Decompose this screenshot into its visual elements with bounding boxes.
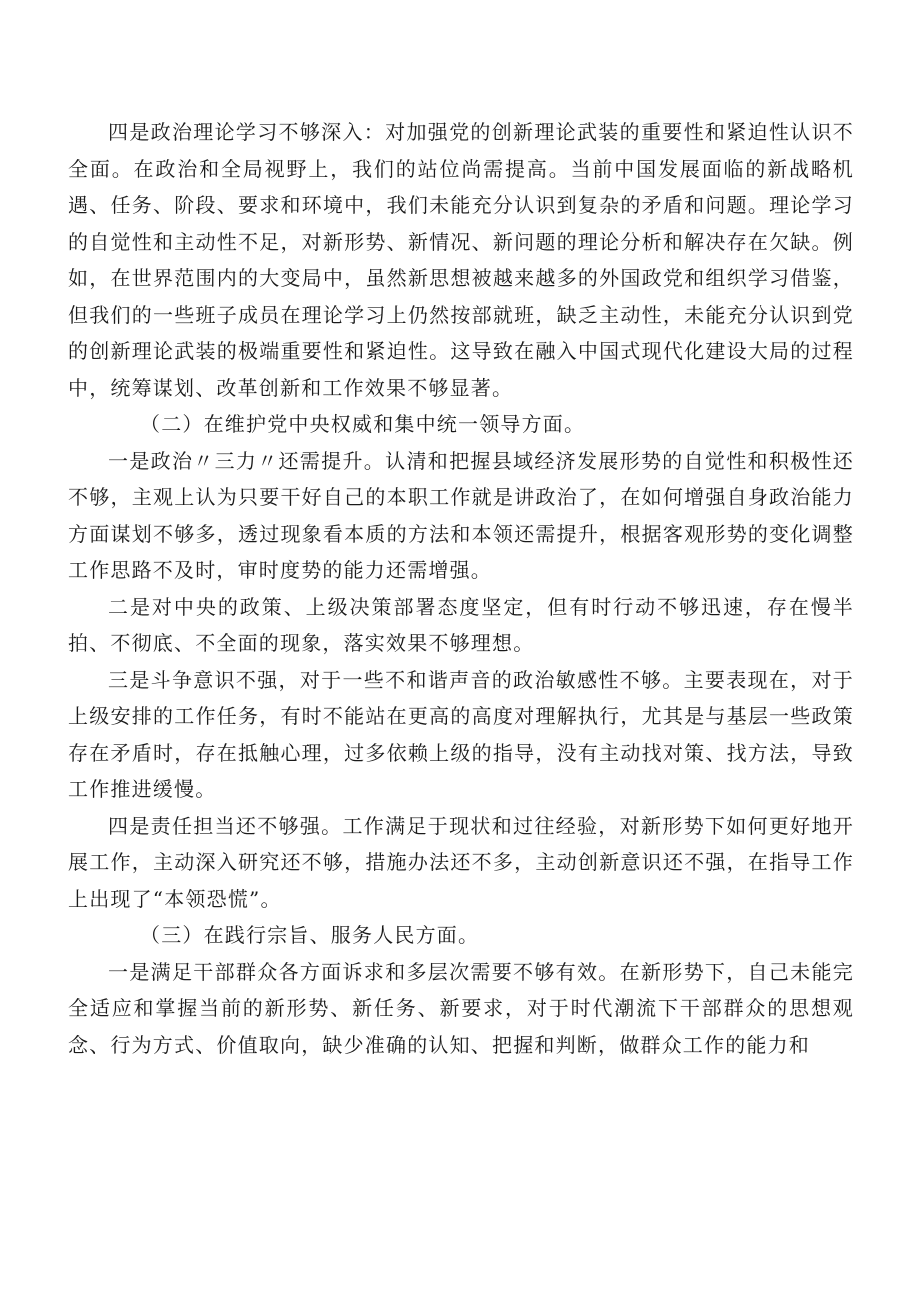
paragraph-responsibility: 四是责任担当还不够强。工作满足于现状和过往经验，对新形势下如何更好地开展工作，主动深入研究还不够，措施办法还不多，主动创新意识还不强，在指导工作上出现了“本领恐慌”。 bbox=[68, 813, 854, 911]
paragraph-political-ability: 一是政治〃三力〃还需提升。认清和把握县域经济发展形势的自觉性和积极性还不够，主观上认为只要干好自己的本职工作就是讲政治了，在如何增强自身政治能力方面谋划不够多，透过现象看本质的方法和本领还需提升，根据客观形势的变化调整工作思路不及时，审时度势的能力还需增强。 bbox=[68, 448, 854, 582]
section-heading-3: （三）在践行宗旨、服务人民方面。 bbox=[140, 923, 480, 947]
paragraph-struggle-awareness: 三是斗争意识不强，对于一些不和谐声音的政治敏感性不够。主要表现在，对于上级安排的工作任务，有时不能站在更高的高度对理解执行，尤其是与基层一些政策存在矛盾时，存在抵触心理，过多依赖上级的指导，没有主动找对策、找方法，导致工作推进缓慢。 bbox=[68, 667, 854, 801]
section-heading-2: （二）在维护党中央权威和集中统一领导方面。 bbox=[140, 412, 586, 436]
document-body bbox=[68, 114, 854, 1063]
paragraph-policy-implementation: 二是对中央的政策、上级决策部署态度坚定，但有时行动不够迅速，存在慢半拍、不彻底、不全面的现象，落实效果不够理想。 bbox=[68, 594, 854, 655]
paragraph-theory-study: 四是政治理论学习不够深入：对加强党的创新理论武装的重要性和紧迫性认识不全面。在政治和全局视野上，我们的站位尚需提高。当前中国发展面临的新战略机遇、任务、阶段、要求和环境中，我们未能充分认识到复杂的矛盾和问题。理论学习的自觉性和主动性不足，对新形势、新情况、新问题的理论分析和解决存在欠缺。例如，在世界范围内的大变局中，虽然新思想被越来越多的外国政党和组织学习借鉴，但我们的一些班子成员在理论学习上仍然按部就班，缺乏主动性，未能充分认识到党的创新理论武装的极端重要性和紧迫性。这导致在融入中国式现代化建设大局的过程中，统筹谋划、改革创新和工作效果不够显著。 bbox=[68, 120, 854, 400]
paragraph-serving-people: 一是满足干部群众各方面诉求和多层次需要不够有效。在新形势下，自己未能完全适应和掌握当前的新形势、新任务、新要求，对于时代潮流下干部群众的思想观念、行为方式、价值取向，缺少准确的认知、把握和判断，做群众工作的能力和 bbox=[68, 959, 854, 1057]
